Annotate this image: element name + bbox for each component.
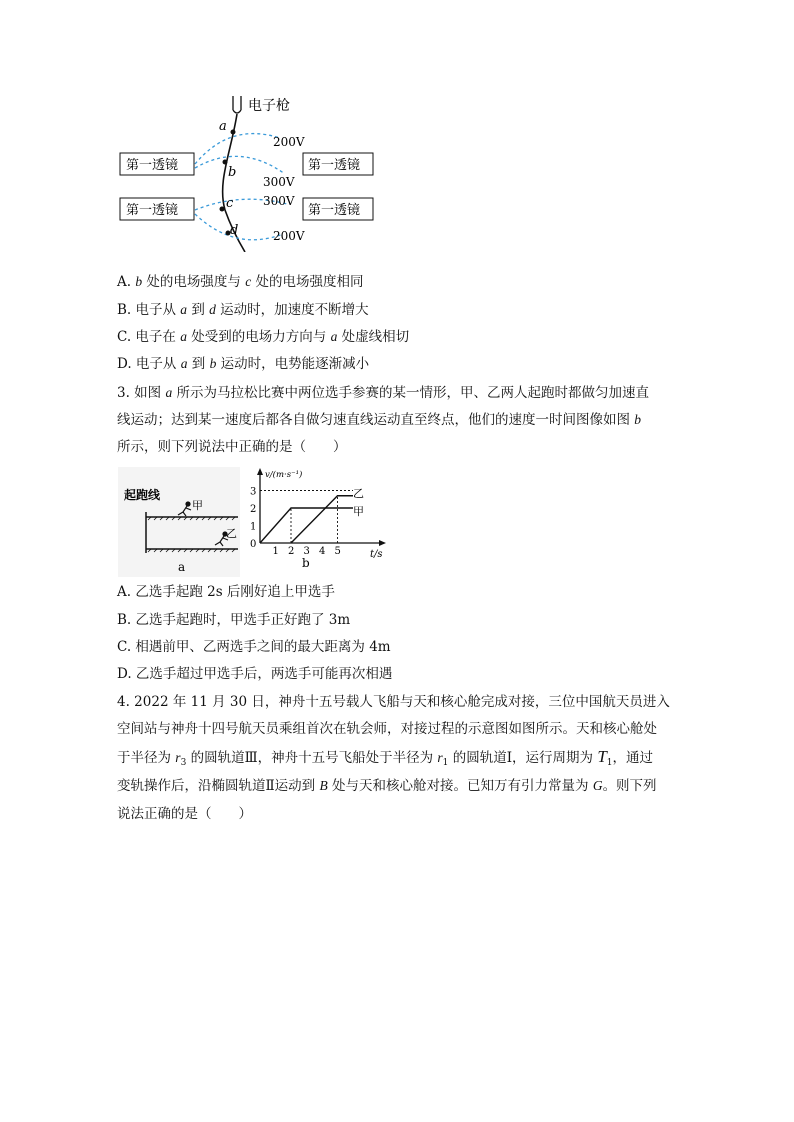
fig-a-caption: a (178, 560, 186, 574)
x-axis-label: t/s (370, 549, 383, 560)
electron-lens-figure (115, 92, 385, 252)
equipotential-300v-upper (195, 156, 285, 174)
voltage-300v-upper: 300V (263, 175, 295, 189)
voltage-300v-lower: 300V (263, 194, 295, 208)
equipotential-200v-bottom (195, 214, 283, 240)
q2-option-a: A. b 处的电场强度与 c 处的电场强度相同 (117, 274, 364, 290)
q4-stem-line3: 于半径为 $r_3$ 的圆轨道Ⅲ，神舟十五号飞船处于半径为 $r_1$ 的圆轨道Ⅰ，运行周期为 $T_1$，通过 (117, 747, 654, 768)
q3-stem-line2: 线运动；达到某一速度后都各自做匀速直线运动直至终点，他们的速度一时间图像如图 b (117, 412, 642, 428)
q3-option-c: C. 相遇前甲、乙两选手之间的最大距离为 4m (117, 639, 391, 655)
y-axis-arrow (257, 468, 263, 475)
q4-stem-line1: 4. 2022 年 11 月 30 日，神舟十五号载人飞船与天和核心舱完成对接，三位中国航天员进入 (117, 694, 670, 710)
q4-stem-line2: 空间站与神舟十四号航天员乘组首次在轨会师，对接过程的示意图如图所示。天和核心舱处 (117, 721, 657, 737)
y-axis-label: v/(m·s⁻¹) (265, 470, 303, 480)
y-tick-label: 2 (250, 504, 257, 515)
point-b (223, 160, 228, 165)
lens-label-top-right: 第一透镜 (308, 158, 361, 173)
voltage-200v-top: 200V (273, 135, 305, 149)
x-tick-label: 1 (272, 546, 279, 557)
runner-jia-label: 甲 (192, 499, 203, 512)
series-line-甲 (260, 508, 353, 543)
x-axis-arrow (379, 540, 386, 546)
fig-b-caption: b (302, 556, 310, 570)
q4-stem-line4: 变轨操作后，沿椭圆轨道Ⅱ运动到 B 处与天和核心舱对接。已知万有引力常量为 G。则下列 (117, 778, 657, 794)
y-tick-label: 1 (250, 521, 257, 533)
series-line-乙 (291, 496, 353, 543)
q3-stem-line3: 所示，则下列说法中正确的是（ ） (117, 439, 347, 455)
point-a-label: a (219, 119, 227, 134)
y-tick-label: 3 (250, 486, 257, 498)
x-tick-label: 2 (288, 546, 295, 557)
runner-yi-label: 乙 (226, 527, 237, 540)
start-line-label: 起跑线 (124, 488, 161, 502)
q2-option-c: C. 电子在 a 处受到的电场力方向与 a 处虚线相切 (117, 329, 410, 345)
lens-label-bottom-left: 第一透镜 (126, 203, 179, 218)
electron-gun-shape (233, 96, 241, 113)
legend-jia-label: 甲 (353, 505, 364, 518)
point-b-label: b (228, 165, 237, 180)
point-c (220, 207, 225, 212)
lens-label-bottom-right: 第一透镜 (308, 203, 361, 218)
point-a (231, 130, 236, 135)
q3-option-a: A. 乙选手起跑 2s 后刚好追上甲选手 (117, 584, 335, 600)
q3-option-d: D. 乙选手超过甲选手后，两选手可能再次相遇 (117, 666, 393, 682)
q2-option-b: B. 电子从 a 到 d 运动时，加速度不断增大 (117, 302, 369, 318)
x-tick-label: 3 (303, 546, 310, 557)
voltage-200v-bottom: 200V (273, 229, 305, 243)
lens-label-top-left: 第一透镜 (126, 158, 179, 173)
vt-chart (245, 467, 390, 580)
origin-label: 0 (250, 539, 257, 550)
q3-option-b: B. 乙选手起跑时，甲选手正好跑了 3m (117, 612, 351, 628)
point-d-label: d (230, 223, 239, 238)
q3-stem-line1: 3. 如图 a 所示为马拉松比赛中两位选手参赛的某一情形，甲、乙两人起跑时都做匀加速直 (117, 385, 650, 401)
x-tick-label: 4 (319, 546, 326, 557)
race-track-figure (118, 467, 240, 577)
electron-gun-label: 电子枪 (248, 98, 290, 114)
equipotential-200v-top (195, 134, 280, 164)
point-c-label: c (226, 196, 234, 211)
q4-stem-line5: 说法正确的是（ ） (117, 806, 252, 822)
legend-yi-label: 乙 (353, 487, 364, 500)
x-tick-label: 5 (334, 546, 341, 557)
q2-option-d: D. 电子从 a 到 b 运动时，电势能逐渐减小 (117, 356, 370, 372)
